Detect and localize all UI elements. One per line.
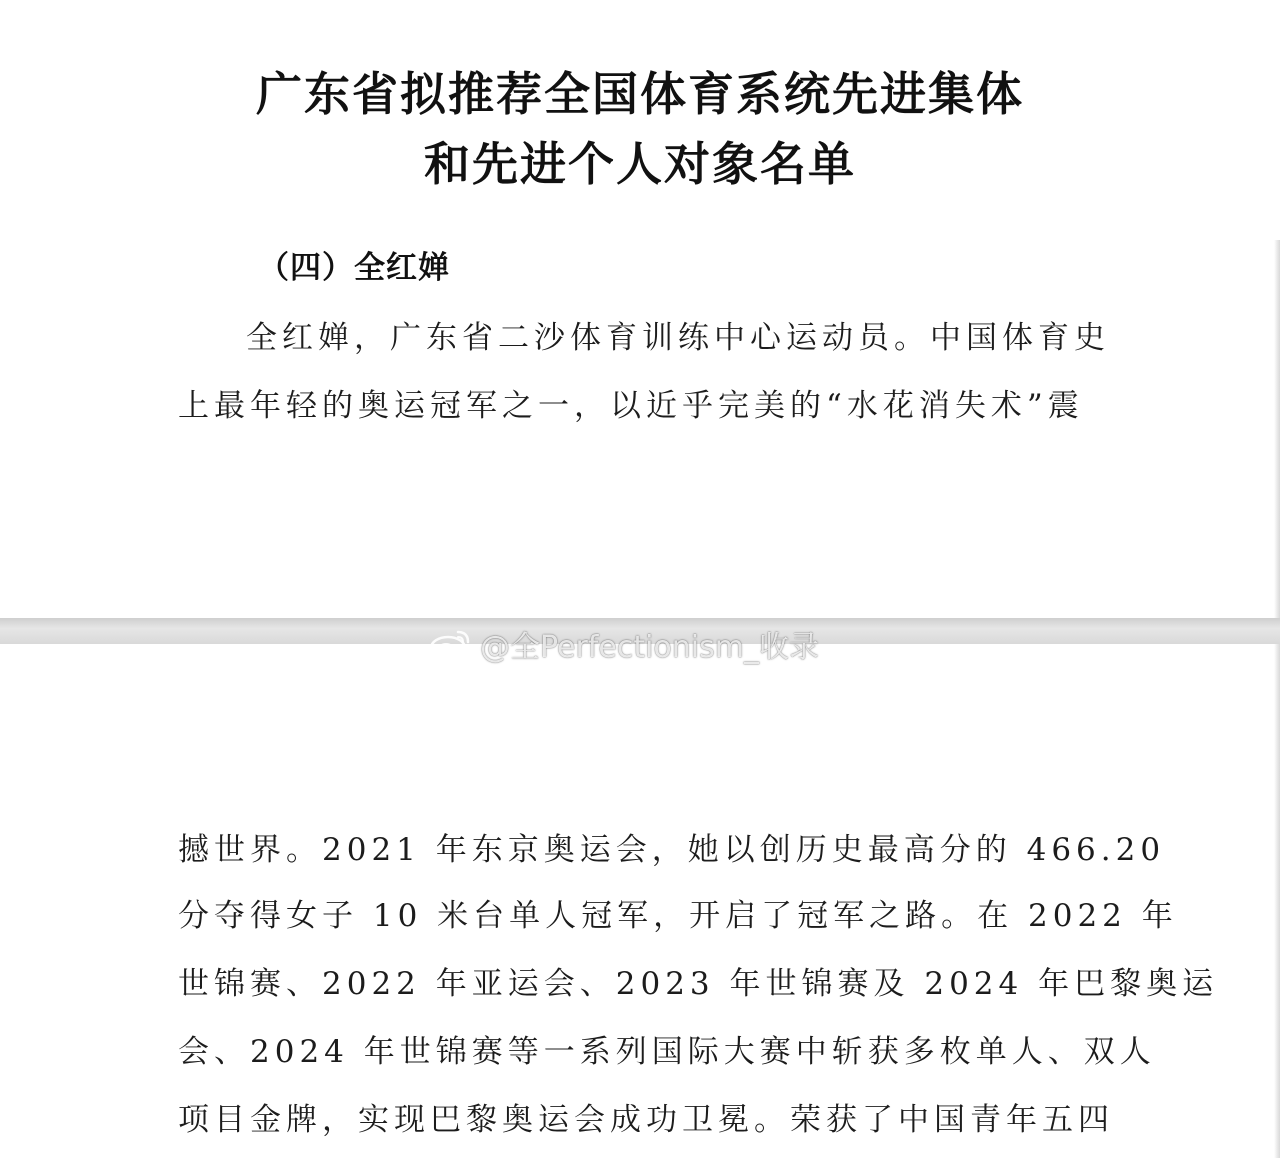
page-edge-shadow (1274, 644, 1280, 1158)
paragraph-line: 项目金牌，实现巴黎奥运会成功卫冕。荣获了中国青年五四 (178, 1102, 1114, 1138)
watermark-text: @全Perfectionism_收录 (480, 630, 819, 665)
paragraph-line: 全红婵，广东省二沙体育训练中心运动员。中国体育史 (246, 320, 1110, 356)
paragraph-line: 会、2024 年世锦赛等一系列国际大赛中斩获多枚单人、双人 (178, 1034, 1156, 1070)
watermark (428, 624, 819, 664)
document-title-line-1: 广东省拟推荐全国体育系统先进集体 (256, 67, 1024, 121)
paragraph-line: 世锦赛、2022 年亚运会、2023 年世锦赛及 2024 年巴黎奥运 (178, 966, 1219, 1002)
document-title-line-2: 和先进个人对象名单 (424, 137, 856, 191)
weibo-logo-icon (428, 626, 472, 662)
paragraph-line: 上最年轻的奥运冠军之一，以近乎完美的“水花消失术”震 (178, 388, 1084, 424)
paragraph-line: 分夺得女子 10 米台单人冠军，开启了冠军之路。在 2022 年 (178, 898, 1178, 934)
section-heading: （四）全红婵 (258, 250, 450, 286)
page-edge-shadow (1274, 240, 1280, 618)
paragraph-line: 撼世界。2021 年东京奥运会，她以创历史最高分的 466.20 (178, 832, 1166, 868)
